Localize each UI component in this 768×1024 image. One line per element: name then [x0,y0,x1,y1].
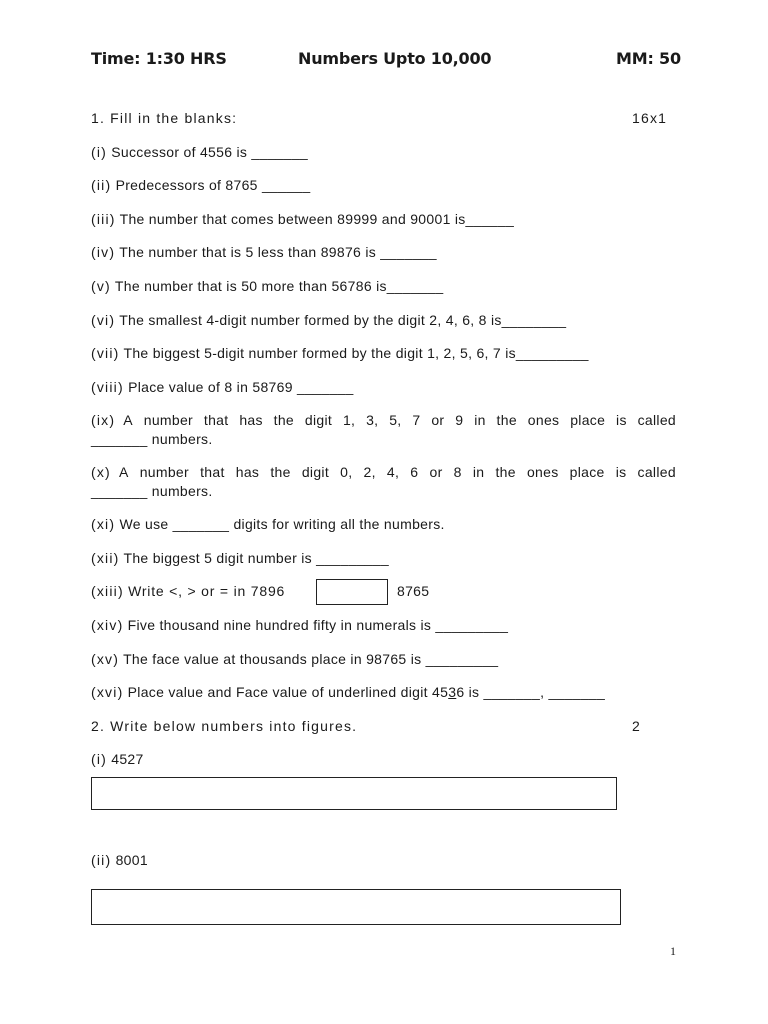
item-text: The face value at thousands place in 98765 is _________ [123,651,499,667]
item-text: Successor of 4556 is _______ [111,144,309,160]
word: 1, [342,412,356,428]
word: place [569,464,605,480]
item-text: The number that is 5 less than 89876 is _______ [119,244,437,260]
item-number: (xv) [91,651,120,667]
time-label: Time: 1:30 HRS [91,49,227,68]
word: that [203,412,229,428]
q1-item-ii [91,177,310,193]
item-number: (xiv) [91,617,124,633]
item-number: (ii) [91,177,112,193]
underlined-digit: 3 [448,684,457,700]
word: digit [301,464,330,480]
item-text: Predecessors of 8765 ______ [115,177,311,193]
word: 7 [412,412,421,428]
q1-item-xiii [91,583,285,599]
item-text: We use _______ digits for writing all the numbers. [119,516,445,532]
q1-item-xiv [91,617,508,633]
q2-answer-box-i[interactable] [91,777,617,810]
worksheet-title: Numbers Upto 10,000 [298,49,492,68]
q2-heading: 2. Write below numbers into figures. [91,718,358,734]
item-text [123,412,676,428]
word: the [496,412,517,428]
q2-item-i [91,751,144,767]
word: the [270,464,291,480]
q1-item-ix-line2: _______ numbers. [91,431,213,447]
item-text [119,464,676,480]
word: digit [304,412,333,428]
word: 0, [340,464,353,480]
q1-item-vi [91,312,566,328]
q1-item-xiii-after: 8765 [397,583,430,599]
word: is [615,464,627,480]
q1-item-iv [91,244,437,260]
item-text: The biggest 5-digit number formed by the digit 1, 2, 5, 6, 7 is_________ [123,345,589,361]
word: number [139,464,189,480]
item-number: (xvi) [91,684,124,700]
q1-item-x-line2: _______ numbers. [91,483,213,499]
word: 5, [389,412,402,428]
word: the [273,412,295,428]
item-text: The number that is 50 more than 56786 is_______ [114,278,444,294]
item-text: The smallest 4-digit number formed by the digit 2, 4, 6, 8 is________ [119,312,567,328]
item-number: (iv) [91,244,116,260]
word: number [143,412,194,428]
word: A [118,464,129,480]
item-text: 4527 [111,751,144,767]
item-number: (i) [91,751,108,767]
word: 4, [386,464,400,480]
word: 9 [455,412,464,428]
item-number: (viii) [91,379,124,395]
q1-item-iii [91,211,514,227]
comparison-answer-box[interactable] [316,579,388,605]
q1-item-ix-line1 [91,412,676,428]
item-text-pre: Place value and Face value of underlined digit 45 [127,684,449,700]
item-text: Write <, > or = in 7896 [128,583,286,599]
max-marks: MM: 50 [616,49,681,68]
item-number: (ii) [91,852,112,868]
q1-item-i [91,144,308,160]
q2-marks: 2 [632,718,641,734]
q1-heading: 1. Fill in the blanks: [91,110,238,126]
q1-item-v [91,278,443,294]
word: has [239,412,263,428]
item-number: (ix) [91,412,116,428]
q1-item-xv [91,651,498,667]
word: place [570,412,606,428]
item-text: The biggest 5 digit number is _________ [123,550,389,566]
item-number: (xii) [91,550,120,566]
q1-marks: 16x1 [632,110,668,126]
item-text: Five thousand nine hundred fifty in numerals is _________ [127,617,509,633]
item-text: 8001 [115,852,148,868]
q1-item-x-line1 [91,464,676,480]
item-number: (vi) [91,312,116,328]
word: called [637,412,676,428]
item-number: (x) [91,464,111,480]
word: is [616,412,627,428]
word: or [431,412,445,428]
word: 8 [453,464,462,480]
word: 6 [410,464,419,480]
page-number: 1 [670,944,676,958]
word: ones [526,464,559,480]
word: in [472,464,485,480]
item-number: (vii) [91,345,120,361]
q1-item-xvi [91,684,605,700]
word: in [474,412,486,428]
word: 2, [363,464,376,480]
word: that [200,464,225,480]
item-number: (xi) [91,516,116,532]
q2-item-ii [91,852,148,868]
word: 3, [366,412,379,428]
item-number: (v) [91,278,111,294]
item-number: (i) [91,144,108,160]
word: the [495,464,516,480]
word: A [123,412,133,428]
item-text: Place value of 8 in 58769 _______ [128,379,354,395]
item-number: (iii) [91,211,116,227]
item-number: (xiii) [91,583,124,599]
q1-item-vii [91,345,589,361]
word: called [637,464,676,480]
q1-item-viii [91,379,354,395]
q1-item-xi [91,516,445,532]
word: has [235,464,260,480]
q1-item-xii [91,550,389,566]
item-text-post: 6 is _______, _______ [456,684,606,700]
q2-answer-box-ii[interactable] [91,889,621,925]
word: ones [527,412,560,428]
item-text: The number that comes between 89999 and 90001 is______ [119,211,515,227]
word: or [429,464,443,480]
